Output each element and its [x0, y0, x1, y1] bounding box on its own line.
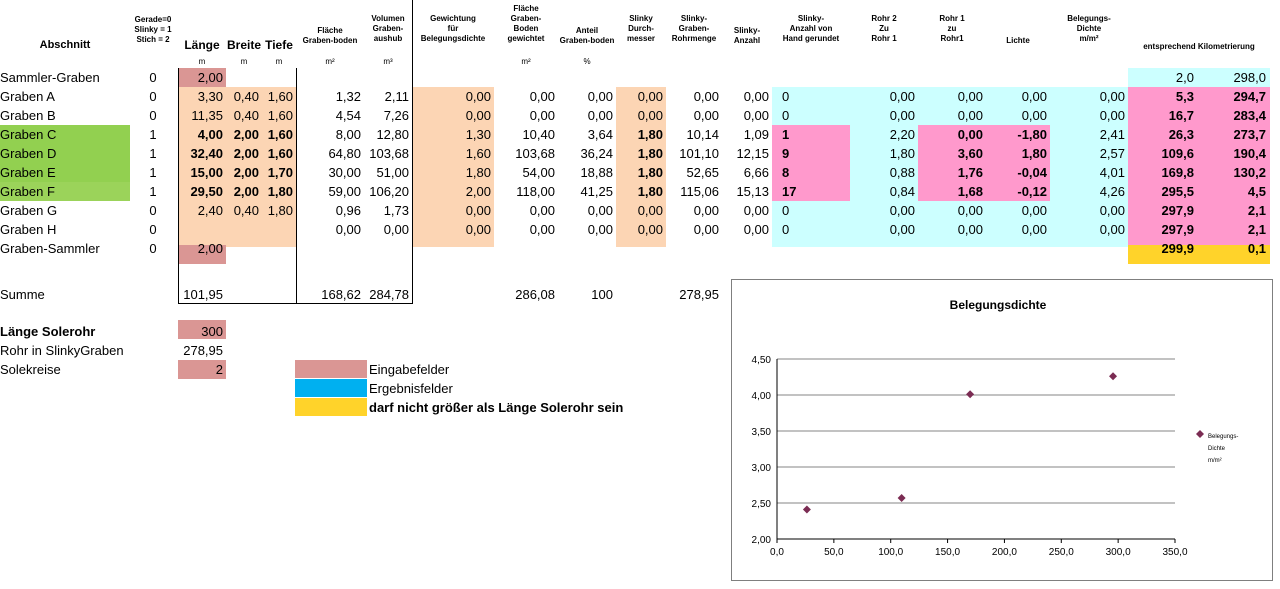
cell-anzahl: 1,09 [743, 127, 769, 142]
cell-km2: 130,2 [1233, 165, 1266, 180]
cell-rohr1: 0,00 [957, 89, 983, 104]
summe-rohr: 278,95 [679, 287, 719, 302]
cell-rohr1 [918, 239, 983, 258]
cell-rohr2: 0,88 [889, 165, 915, 180]
cell-hand[interactable]: 0 [782, 222, 790, 237]
cell-lichte: 0,00 [1021, 203, 1047, 218]
cell-km1: 297,9 [1161, 203, 1194, 218]
cell-rohr2: 0,84 [889, 184, 915, 199]
cell-flaeche: 30,00 [328, 165, 361, 180]
row-label: Sammler-Graben [0, 70, 100, 85]
cell-km2: 190,4 [1233, 146, 1266, 161]
cell-durch[interactable]: 1,80 [637, 146, 663, 161]
cell-tiefe[interactable]: 1,60 [267, 127, 293, 142]
cell-fgew [494, 68, 555, 87]
cell-beleg: 2,57 [1099, 146, 1125, 161]
cell-breite[interactable]: 2,00 [233, 165, 259, 180]
row-label: Graben F [0, 184, 55, 199]
row-label: Graben H [0, 222, 57, 237]
cell-anteil: 0,00 [587, 203, 613, 218]
cell-rohr: 115,06 [680, 184, 719, 199]
header-abschnitt: Abschnitt [39, 39, 91, 51]
cell-rohr: 0,00 [693, 89, 719, 104]
cell-km2: 2,1 [1247, 203, 1266, 218]
cell-flaeche [296, 68, 361, 87]
header-rohr1: Rohr 1 [939, 14, 965, 23]
cell-km1: 297,9 [1161, 222, 1194, 237]
cell-fgew: 0,00 [529, 89, 555, 104]
cell-anzahl: 0,00 [743, 89, 769, 104]
cell-lichte: -0,04 [1017, 165, 1047, 180]
cell-lichte: -1,80 [1017, 127, 1047, 142]
cell-tiefe[interactable] [262, 68, 293, 87]
cell-km2: 0,1 [1247, 241, 1266, 256]
cell-tiefe[interactable]: 1,70 [267, 165, 293, 180]
cell-gew[interactable]: 1,30 [465, 127, 491, 142]
cell-anzahl: 0,00 [743, 222, 769, 237]
cell-beleg [1050, 239, 1125, 258]
cell-anzahl: 0,00 [743, 203, 769, 218]
cell-volumen: 12,80 [376, 127, 409, 142]
cell-breite[interactable] [226, 220, 259, 239]
header-gewichtung: Belegungsdichte [420, 34, 486, 43]
cell-tiefe[interactable]: 1,60 [267, 146, 293, 161]
cell-laenge[interactable]: 15,00 [190, 165, 223, 180]
cell-laenge[interactable]: 4,00 [197, 127, 223, 142]
cell-rohr [666, 68, 719, 87]
cell-gew[interactable]: 0,00 [465, 203, 491, 218]
header-belegung: m/m² [1079, 34, 1099, 43]
header-durchmesser: Durch- [628, 24, 654, 33]
rohr-slinky-value: 278,95 [183, 343, 223, 358]
cell-breite[interactable]: 2,00 [233, 127, 259, 142]
cell-flaeche [296, 239, 361, 258]
cell-km1: 109,6 [1161, 146, 1194, 161]
y-tick-label: 2,00 [751, 535, 771, 546]
solekreise-input[interactable]: 2 [215, 362, 223, 377]
header-belegung: Belegungs- [1067, 14, 1111, 23]
cell-gew[interactable]: 1,80 [465, 165, 491, 180]
cell-km2: 294,7 [1233, 89, 1266, 104]
cell-anzahl: 6,66 [743, 165, 769, 180]
cell-anzahl [722, 68, 769, 87]
cell-rohr1: 0,00 [957, 108, 983, 123]
cell-hand[interactable]: 1 [782, 127, 790, 142]
cell-hand[interactable]: 17 [782, 184, 797, 199]
cell-gew[interactable] [412, 239, 491, 258]
cell-rohr: 10,14 [686, 127, 719, 142]
cell-volumen: 51,00 [376, 165, 409, 180]
cell-lichte: -0,12 [1017, 184, 1047, 199]
cell-laenge[interactable]: 11,35 [191, 108, 223, 123]
cell-tiefe[interactable]: 1,60 [267, 108, 293, 123]
legend-text: m/m² [1208, 458, 1222, 464]
unit-volumen: m³ [383, 57, 393, 66]
cell-flaeche: 64,80 [328, 146, 361, 161]
cell-anteil: 0,00 [587, 89, 613, 104]
header-flaeche-gewichtet: Graben- [510, 14, 542, 23]
header-rohr2: Rohr 2 [871, 14, 897, 23]
cell-anteil: 18,88 [580, 165, 613, 180]
cell-hand[interactable]: 0 [782, 89, 790, 104]
rohr-slinky-label: Rohr in SlinkyGraben [0, 343, 124, 358]
header-flaeche: Fläche [317, 26, 343, 35]
cell-fgew: 103,68 [515, 146, 555, 161]
cell-durch[interactable]: 1,80 [637, 165, 663, 180]
header-rohrmenge: Graben- [678, 24, 710, 33]
row-label: Graben-Sammler [0, 241, 100, 256]
cell-volumen [364, 68, 409, 87]
legend-text: Belegungs- [1208, 434, 1239, 440]
cell-durch[interactable] [616, 68, 663, 87]
summe-laenge: 101,95 [183, 287, 223, 302]
cell-fgew: 0,00 [529, 222, 555, 237]
cell-lichte: 1,80 [1021, 146, 1047, 161]
cell-durch[interactable]: 0,00 [637, 222, 663, 237]
cell-fgew: 54,00 [522, 165, 555, 180]
cell-anzahl: 12,15 [736, 146, 769, 161]
cell-gew[interactable] [412, 68, 491, 87]
x-tick-label: 350,0 [1162, 547, 1188, 558]
cell-beleg [1050, 68, 1125, 87]
cell-gew[interactable]: 2,00 [465, 184, 491, 199]
cell-lichte [986, 239, 1047, 258]
cell-flaeche: 59,00 [328, 184, 361, 199]
header-rohr1: zu [947, 24, 957, 33]
cell-fgew: 118,00 [516, 184, 555, 199]
unit-flaeche: m² [325, 57, 335, 66]
cell-volumen: 2,11 [384, 89, 409, 104]
cell-laenge[interactable] [178, 220, 223, 239]
summe-anteil: 100 [591, 287, 613, 302]
cell-breite[interactable]: 2,00 [233, 146, 259, 161]
header-flaeche-gewichtet: gewichtet [507, 34, 545, 43]
cell-fgew [494, 239, 555, 258]
cell-durch[interactable]: 0,00 [637, 203, 663, 218]
cell-tiefe[interactable]: 1,60 [267, 89, 293, 104]
cell-hand[interactable]: 0 [782, 108, 790, 123]
summe-volumen: 284,78 [369, 287, 409, 302]
summe-label: Summe [0, 287, 45, 302]
cell-rohr [666, 239, 719, 258]
cell-rohr1: 0,00 [957, 203, 983, 218]
cell-beleg: 2,41 [1099, 127, 1125, 142]
cell-flaeche: 0,00 [335, 222, 361, 237]
row-label: Graben B [0, 108, 56, 123]
cell-durch[interactable]: 1,80 [637, 184, 663, 199]
x-tick-label: 250,0 [1048, 547, 1074, 558]
header-flaeche-gewichtet: Boden [513, 24, 539, 33]
header-belegung: Dichte [1076, 24, 1102, 33]
cell-breite[interactable]: 2,00 [233, 184, 259, 199]
cell-typ[interactable]: 0 [149, 108, 157, 123]
cell-km2: 283,4 [1233, 108, 1266, 123]
header-volumen: Volumen [371, 14, 405, 23]
cell-hand[interactable] [782, 68, 822, 87]
y-tick-label: 4,00 [751, 391, 771, 402]
unit-anteil: % [583, 57, 591, 66]
cell-flaeche: 8,00 [335, 127, 361, 142]
cell-beleg: 0,00 [1099, 108, 1125, 123]
cell-anzahl: 0,00 [743, 108, 769, 123]
cell-hand[interactable]: 8 [782, 165, 790, 180]
cell-hand[interactable]: 0 [782, 203, 790, 218]
cell-flaeche: 1,32 [335, 89, 361, 104]
cell-lichte: 0,00 [1021, 222, 1047, 237]
header-flaeche-gewichtet: Fläche [513, 4, 539, 13]
cell-rohr1: 3,60 [957, 146, 983, 161]
data-point [966, 390, 974, 398]
data-point [803, 505, 811, 513]
header-anteil: Graben-boden [559, 36, 615, 45]
cell-laenge[interactable]: 29,50 [190, 184, 223, 199]
cell-typ[interactable]: 0 [149, 203, 157, 218]
legend-swatch [295, 360, 367, 378]
legend-text: Dichte [1208, 446, 1226, 452]
header-laenge: Länge [184, 38, 220, 52]
unit-laenge: m [198, 57, 206, 66]
cell-hand[interactable]: 9 [782, 146, 790, 161]
cell-km1: 16,7 [1168, 108, 1194, 123]
cell-typ[interactable]: 1 [149, 146, 157, 161]
header-hand-gerundet: Anzahl von [789, 24, 833, 33]
header-breite: Breite [226, 38, 261, 52]
cell-rohr: 0,00 [693, 222, 719, 237]
cell-anteil [558, 239, 613, 258]
header-durchmesser: messer [626, 34, 656, 43]
y-tick-label: 2,50 [751, 499, 771, 510]
cell-anteil: 3,64 [587, 127, 613, 142]
cell-laenge[interactable]: 2,00 [197, 70, 223, 85]
cell-tiefe[interactable]: 1,80 [267, 203, 293, 218]
cell-rohr1: 1,76 [957, 165, 983, 180]
cell-typ[interactable]: 1 [149, 127, 157, 142]
cell-rohr2 [850, 68, 915, 87]
cell-breite[interactable] [226, 68, 259, 87]
unit-flaeche_gew: m² [521, 57, 531, 66]
cell-typ[interactable]: 1 [149, 165, 157, 180]
cell-durch[interactable] [616, 239, 663, 258]
cell-anzahl [722, 239, 769, 258]
header-volumen: aushub [373, 34, 403, 43]
row-label: Graben G [0, 203, 58, 218]
cell-rohr2 [850, 239, 915, 258]
laenge-solerohr-label: Länge Solerohr [0, 324, 96, 339]
cell-gew[interactable]: 0,00 [465, 108, 491, 123]
cell-km1: 169,8 [1161, 165, 1194, 180]
cell-volumen: 103,68 [369, 146, 409, 161]
cell-km2: 2,1 [1247, 222, 1266, 237]
chart-svg [732, 280, 1272, 580]
cell-fgew: 10,40 [522, 127, 555, 142]
belegungsdichte-chart[interactable] [731, 279, 1273, 581]
row-label: Graben C [0, 127, 57, 142]
cell-lichte: 0,00 [1021, 89, 1047, 104]
cell-anzahl: 15,13 [736, 184, 769, 199]
cell-breite[interactable]: 0,40 [233, 108, 259, 123]
legend-swatch [295, 379, 367, 397]
header-slinky-anzahl: Anzahl [733, 36, 761, 45]
header-gewichtung: Gewichtung [430, 14, 476, 23]
summe-fgew: 286,08 [515, 287, 555, 302]
cell-km1: 26,3 [1168, 127, 1194, 142]
row-label: Graben D [0, 146, 57, 161]
legend-marker [1196, 430, 1204, 438]
cell-flaeche: 0,96 [335, 203, 361, 218]
cell-flaeche: 4,54 [335, 108, 361, 123]
cell-laenge[interactable]: 2,00 [197, 241, 223, 256]
header-slinky-anzahl: Slinky- [733, 26, 761, 35]
y-tick-label: 4,50 [751, 355, 771, 366]
cell-breite[interactable] [226, 239, 259, 258]
cell-lichte: 0,00 [1021, 108, 1047, 123]
header-gerade: Slinky = 1 [134, 25, 172, 34]
x-tick-label: 50,0 [824, 547, 844, 558]
cell-typ[interactable]: 0 [149, 70, 157, 85]
cell-laenge[interactable]: 32,40 [190, 146, 223, 161]
cell-rohr2: 0,00 [889, 203, 915, 218]
solekreise-label: Solekreise [0, 362, 61, 377]
header-rohrmenge: Slinky- [680, 14, 708, 23]
x-tick-label: 200,0 [991, 547, 1017, 558]
x-tick-label: 150,0 [935, 547, 961, 558]
cell-rohr1: 0,00 [957, 222, 983, 237]
cell-fgew: 0,00 [529, 108, 555, 123]
cell-volumen: 1,73 [383, 203, 409, 218]
header-hand-gerundet: Hand gerundet [782, 34, 840, 43]
cell-rohr2: 0,00 [889, 222, 915, 237]
data-point [1109, 372, 1117, 380]
header-flaeche: Graben-boden [302, 36, 358, 45]
cell-tiefe[interactable]: 1,80 [267, 184, 293, 199]
header-rohr1: Rohr1 [940, 34, 964, 43]
legend-label: darf nicht größer als Länge Solerohr sein [369, 400, 624, 415]
cell-km1: 2,0 [1175, 70, 1194, 85]
header-durchmesser: Slinky [629, 14, 653, 23]
cell-laenge[interactable]: 3,30 [197, 89, 223, 104]
cell-anteil: 0,00 [587, 108, 613, 123]
header-tiefe: Tiefe [265, 38, 293, 52]
row-label: Graben E [0, 165, 56, 180]
cell-km1: 299,9 [1161, 241, 1194, 256]
cell-km1: 295,5 [1161, 184, 1194, 199]
cell-km2: 298,0 [1233, 70, 1266, 85]
x-tick-label: 300,0 [1105, 547, 1131, 558]
summe-flaeche: 168,62 [321, 287, 361, 302]
legend-swatch [295, 398, 367, 416]
header-lichte: Lichte [1006, 36, 1030, 45]
y-tick-label: 3,50 [751, 427, 771, 438]
unit-breite: m [240, 57, 248, 66]
cell-tiefe[interactable] [262, 239, 293, 258]
cell-anteil: 41,25 [580, 184, 613, 199]
cell-typ[interactable]: 0 [149, 241, 157, 256]
cell-anteil: 0,00 [587, 222, 613, 237]
row-label: Graben A [0, 89, 55, 104]
cell-rohr1 [918, 68, 983, 87]
cell-gew[interactable]: 0,00 [465, 222, 491, 237]
laenge-solerohr-input[interactable]: 300 [201, 324, 223, 339]
x-tick-label: 100,0 [878, 547, 904, 558]
cell-volumen: 7,26 [383, 108, 409, 123]
cell-rohr: 0,00 [693, 108, 719, 123]
header-gerade: Stich = 2 [136, 35, 170, 44]
unit-tiefe: m [275, 57, 283, 66]
legend-label: Ergebnisfelder [369, 381, 453, 396]
cell-typ[interactable]: 1 [149, 184, 157, 199]
cell-rohr: 52,65 [686, 165, 719, 180]
header-volumen: Graben- [372, 24, 404, 33]
cell-anteil: 36,24 [580, 146, 613, 161]
cell-km1: 5,3 [1175, 89, 1194, 104]
cell-tiefe[interactable] [262, 220, 293, 239]
cell-rohr: 0,00 [693, 203, 719, 218]
cell-beleg: 0,00 [1099, 203, 1125, 218]
cell-breite[interactable]: 0,40 [233, 203, 259, 218]
data-point [898, 494, 906, 502]
cell-gew[interactable]: 1,60 [465, 146, 491, 161]
header-kilometrierung: entsprechend Kilometrierung [1143, 42, 1255, 51]
cell-rohr2: 1,80 [889, 146, 915, 161]
legend-label: Eingabefelder [369, 362, 450, 377]
cell-anteil [558, 68, 613, 87]
cell-rohr2: 2,20 [889, 127, 915, 142]
cell-durch[interactable]: 1,80 [637, 127, 663, 142]
cell-beleg: 4,01 [1099, 165, 1125, 180]
header-gewichtung: für [447, 24, 459, 33]
header-gerade: Gerade=0 [134, 15, 172, 24]
cell-rohr1: 1,68 [957, 184, 983, 199]
cell-volumen [364, 239, 409, 258]
header-rohrmenge: Rohrmenge [671, 34, 717, 43]
cell-gew[interactable]: 0,00 [465, 89, 491, 104]
x-tick-label: 0,0 [770, 547, 784, 558]
cell-typ[interactable]: 0 [149, 222, 157, 237]
cell-fgew: 0,00 [529, 203, 555, 218]
cell-rohr2: 0,00 [889, 108, 915, 123]
cell-beleg: 0,00 [1099, 89, 1125, 104]
cell-rohr1: 0,00 [957, 127, 983, 142]
cell-km2: 273,7 [1233, 127, 1266, 142]
cell-typ[interactable]: 0 [149, 89, 157, 104]
cell-km2: 4,5 [1247, 184, 1266, 199]
cell-volumen: 106,20 [369, 184, 409, 199]
header-hand-gerundet: Slinky- [797, 14, 825, 23]
cell-hand[interactable] [782, 239, 822, 258]
cell-lichte [986, 68, 1047, 87]
y-tick-label: 3,00 [751, 463, 771, 474]
cell-laenge[interactable]: 2,40 [197, 203, 223, 218]
cell-durch[interactable]: 0,00 [637, 89, 663, 104]
header-rohr2: Rohr 1 [871, 34, 897, 43]
cell-beleg: 4,26 [1099, 184, 1125, 199]
cell-rohr: 101,10 [679, 146, 719, 161]
chart-title: Belegungsdichte [949, 298, 1047, 312]
cell-beleg: 0,00 [1099, 222, 1125, 237]
cell-durch[interactable]: 0,00 [637, 108, 663, 123]
cell-breite[interactable]: 0,40 [233, 89, 259, 104]
cell-volumen: 0,00 [383, 222, 409, 237]
header-anteil: Anteil [575, 26, 599, 35]
cell-rohr2: 0,00 [889, 89, 915, 104]
header-rohr2: Zu [879, 24, 889, 33]
